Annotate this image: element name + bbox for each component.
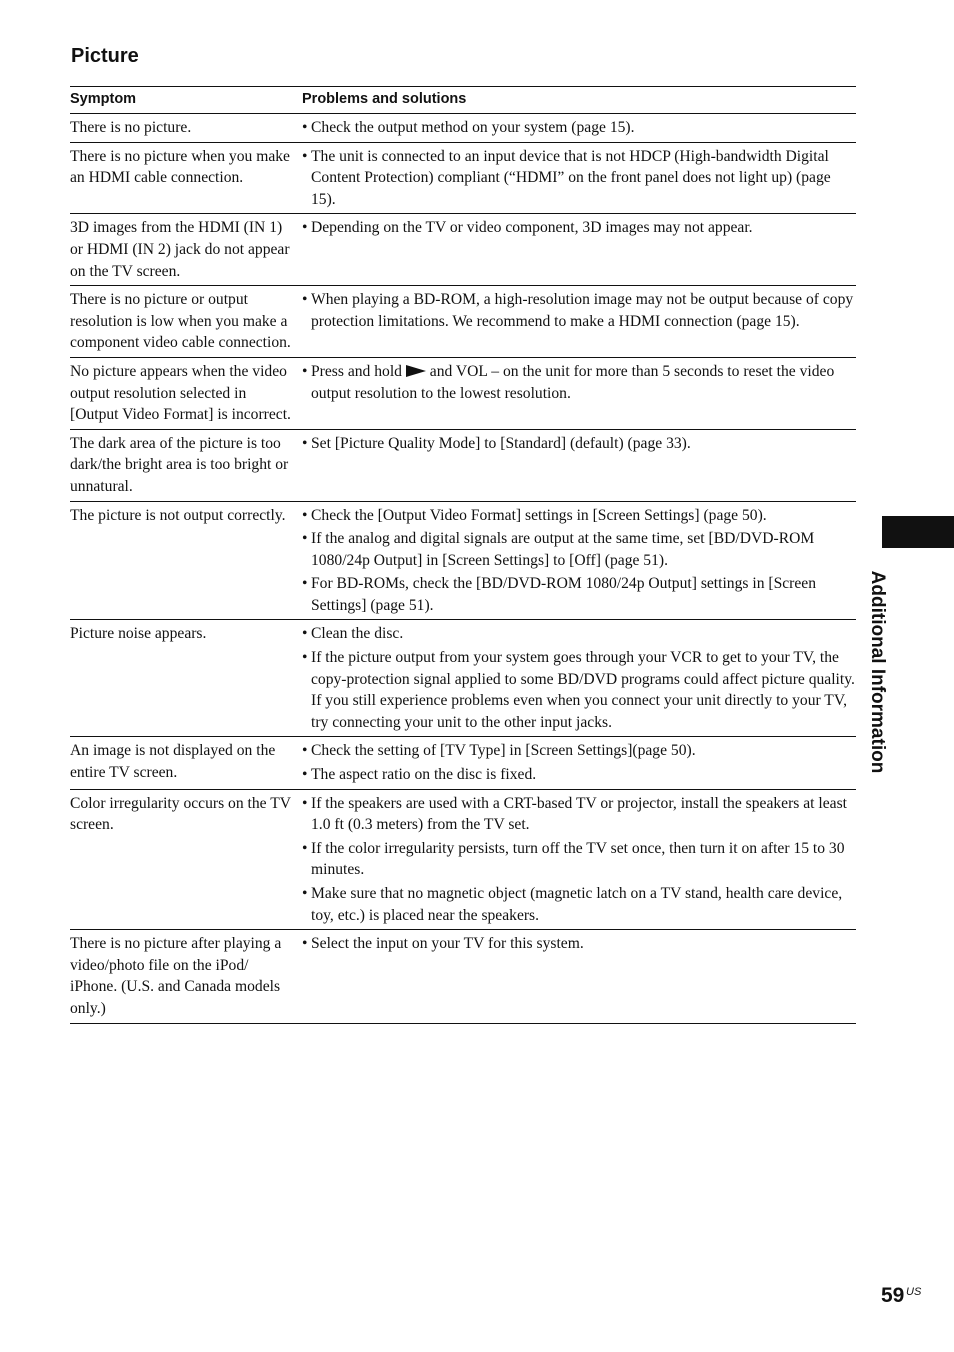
- play-icon: [406, 365, 426, 377]
- symptom-column-header: Symptom: [70, 87, 302, 114]
- solutions-cell: [302, 214, 856, 286]
- symptom-cell: An image is not displayed on the entire TV screen.: [70, 737, 302, 789]
- symptom-cell: The dark area of the picture is too dark/the bright area is too bright or unnatural.: [70, 429, 302, 501]
- table-row: [70, 620, 856, 737]
- symptom-cell: There is no picture after playing a video/photo file on the iPod/ iPhone. (U.S. and Canada models only.): [70, 930, 302, 1023]
- section-title: Picture: [71, 45, 139, 67]
- solution-text-before: Press and hold: [311, 362, 402, 380]
- table-row: [70, 429, 856, 501]
- solutions-cell: [302, 142, 856, 214]
- solution-item: • If the speakers are used with a CRT-based TV or projector, install the speakers at least 1.0 ft (0.3 meters) from the TV set.: [302, 793, 856, 836]
- solutions-cell: [302, 114, 856, 143]
- solution-item: • Check the setting of [TV Type] in [Screen Settings](page 50).: [302, 740, 856, 762]
- troubleshooting-table: [70, 86, 856, 1024]
- table-row: [70, 737, 856, 789]
- symptom-cell: There is no picture when you make an HDMI cable connection.: [70, 142, 302, 214]
- solutions-cell: [302, 501, 856, 620]
- solution-item: • When playing a BD-ROM, a high-resolution image may not be output because of copy protection limitations. We recommend to make a HDMI connection (page 15).: [302, 289, 856, 332]
- solutions-cell: [302, 789, 856, 930]
- table-row: [70, 114, 856, 143]
- table-row: [70, 501, 856, 620]
- solution-item: [302, 361, 856, 404]
- symptom-cell: 3D images from the HDMI (IN 1) or HDMI (IN 2) jack do not appear on the TV screen.: [70, 214, 302, 286]
- symptom-cell: No picture appears when the video output resolution selected in [Output Video Format] is incorrect.: [70, 357, 302, 429]
- solution-item: • If the analog and digital signals are output at the same time, set [BD/DVD-ROM 1080/24p Output] in [Screen Settings] to [Off] (page 51).: [302, 528, 856, 571]
- symptom-cell: The picture is not output correctly.: [70, 501, 302, 620]
- solutions-cell: [302, 357, 856, 429]
- table-row: [70, 930, 856, 1023]
- solutions-column-header: Problems and solutions: [302, 87, 856, 114]
- solution-item: • Select the input on your TV for this system.: [302, 933, 856, 955]
- solutions-cell: [302, 930, 856, 1023]
- solution-text-after: and VOL – on the unit for more than 5 seconds to reset the video output resolution to the lowest resolution.: [311, 362, 835, 402]
- symptom-cell: Picture noise appears.: [70, 620, 302, 737]
- symptom-cell: There is no picture.: [70, 114, 302, 143]
- solutions-cell: [302, 286, 856, 358]
- solution-item: • If the picture output from your system goes through your VCR to get to your TV, the copy-protection signal applied to some BD/DVD programs could affect picture quality. If you still experience problems even when you connect your unit directly to your TV, try connecting your unit to the other input jacks.: [302, 647, 856, 733]
- solution-item: • The unit is connected to an input device that is not HDCP (High-bandwidth Digital Content Protection) compliant (“HDMI” on the front panel does not light up) (page 15).: [302, 146, 856, 211]
- solution-item: • Set [Picture Quality Mode] to [Standard] (default) (page 33).: [302, 433, 856, 455]
- solution-item: • Check the [Output Video Format] settings in [Screen Settings] (page 50).: [302, 505, 856, 527]
- side-section-label: Additional Information: [867, 570, 888, 774]
- table-row: [70, 142, 856, 214]
- page-number: 59: [881, 1284, 905, 1307]
- section-tab-marker: [882, 516, 954, 548]
- solutions-cell: [302, 737, 856, 789]
- table-row: [70, 357, 856, 429]
- solution-item: • Make sure that no magnetic object (magnetic latch on a TV stand, health care device, toy, etc.) is placed near the speakers.: [302, 883, 856, 926]
- solution-item: • If the color irregularity persists, turn off the TV set once, then turn it on after 15 to 30 minutes.: [302, 838, 856, 881]
- table-row: [70, 214, 856, 286]
- solution-item: • Clean the disc.: [302, 623, 856, 645]
- solutions-cell: [302, 620, 856, 737]
- symptom-cell: Color irregularity occurs on the TV screen.: [70, 789, 302, 930]
- solutions-cell: [302, 429, 856, 501]
- solution-item: • Depending on the TV or video component, 3D images may not appear.: [302, 217, 856, 239]
- solution-item: • For BD-ROMs, check the [BD/DVD-ROM 1080/24p Output] settings in [Screen Settings] (page 51).: [302, 573, 856, 616]
- solution-item: • The aspect ratio on the disc is fixed.: [302, 764, 856, 786]
- symptom-cell: There is no picture or output resolution is low when you make a component video cable connection.: [70, 286, 302, 358]
- table-row: [70, 286, 856, 358]
- table-row: [70, 789, 856, 930]
- solution-item: • Check the output method on your system (page 15).: [302, 117, 856, 139]
- table-header-row: [70, 87, 856, 114]
- page-region-suffix: US: [906, 1286, 922, 1298]
